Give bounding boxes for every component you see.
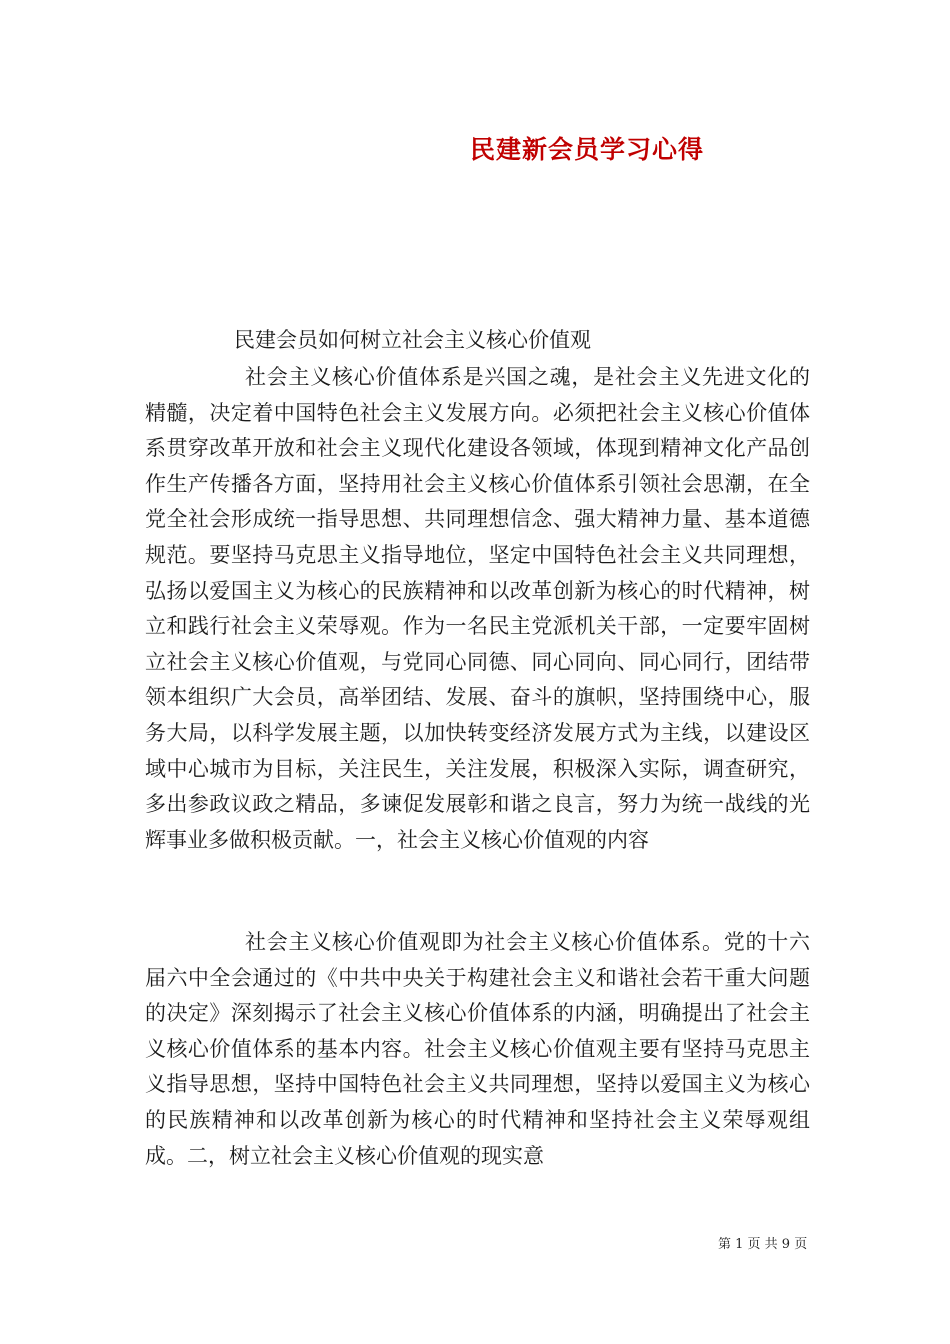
body-paragraph: 社会主义核心价值体系是兴国之魂，是社会主义先进文化的精髓，决定着中国特色社会主义发展方向。必须把社会主义核心价值体系贯穿改革开放和社会主义现代化建设各领域，体现到精神文化产品创作生产传播各方面，坚持用社会主义核心价值体系引领社会思潮，在全党全社会形成统一指导思想、共同理想信念、强大精神力量、基本道德规范。要坚持马克思主义指导地位，坚定中国特色社会主义共同理想，弘扬以爱国主义为核心的民族精神和以改革创新为核心的时代精神，树立和践行社会主义荣辱观。作为一名民主党派机关干部，一定要牢固树立社会主义核心价值观，与党同心同德、同心同向、同心同行，团结带领本组织广大会员，高举团结、发展、奋斗的旗帜，坚持围绕中心，服务大局，以科学发展主题，以加快转变经济发展方式为主线，以建设区域中心城市为目标，关注民生，关注发展，积极深入实际，调查研究，多出参政议政之精品，多谏促发展彰和谐之良言，努力为统一战线的光辉事业多做积极贡献。一，社会主义核心价值观的内容	[145, 365, 810, 852]
page-number: 第 1 页 共 9 页	[718, 1237, 808, 1252]
document-subtitle: 民建会员如何树立社会主义核心价值观	[234, 328, 591, 352]
document-title: 民建新会员学习心得	[470, 135, 705, 164]
body-paragraph: 社会主义核心价值观即为社会主义核心价值体系。党的十六届六中全会通过的《中共中央关于构建社会主义和谐社会若干重大问题的决定》深刻揭示了社会主义核心价值体系的内涵，明确提出了社会主义核心价值体系的基本内容。社会主义核心价值观主要有坚持马克思主义指导思想，坚持中国特色社会主义共同理想，坚持以爱国主义为核心的民族精神和以改革创新为核心的时代精神和坚持社会主义荣辱观组成。二，树立社会主义核心价值观的现实意	[145, 930, 810, 1168]
